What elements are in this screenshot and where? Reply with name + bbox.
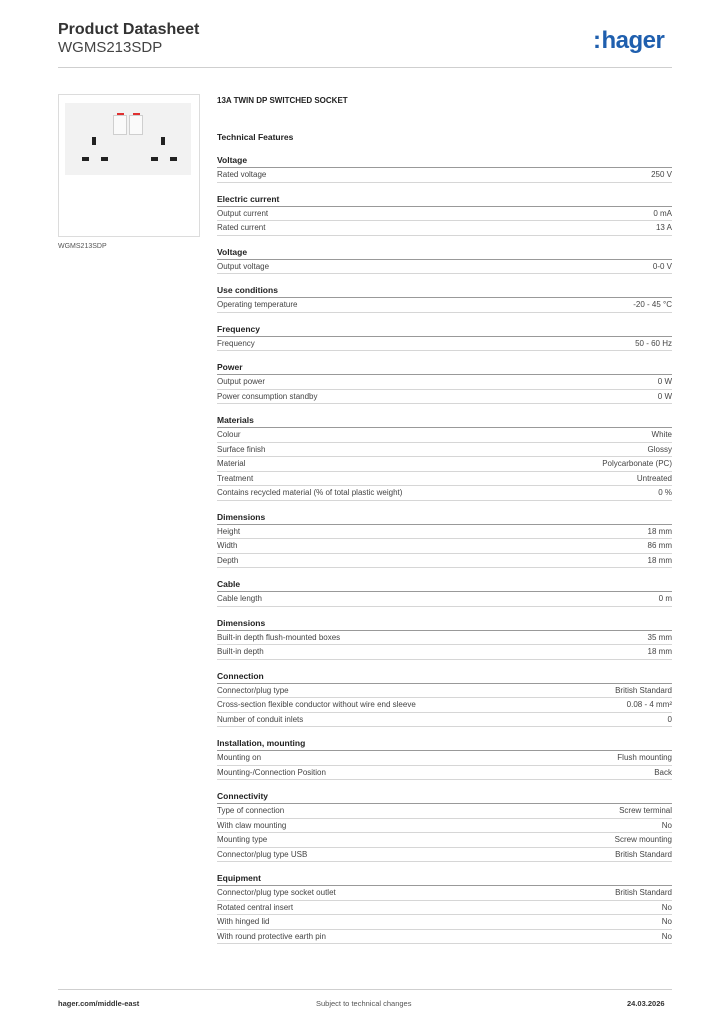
spec-row — [217, 221, 672, 236]
spec-value: No — [661, 931, 672, 941]
spec-value: 0 mA — [653, 208, 672, 218]
spec-row — [217, 337, 672, 352]
spec-value: British Standard — [615, 888, 672, 897]
spec-value: 35 mm — [647, 632, 672, 642]
spec-value: 0.08 - 4 mm² — [626, 700, 672, 709]
section-title: Cable — [217, 578, 672, 592]
spec-value: 250 V — [651, 170, 672, 179]
spec-row — [217, 168, 672, 183]
spec-row — [217, 886, 672, 901]
technical-features-heading: Technical Features — [217, 132, 294, 142]
spec-value: British Standard — [615, 849, 672, 859]
spec-row — [217, 645, 672, 660]
spec-value: 86 mm — [647, 541, 672, 550]
spec-label: Mounting on — [217, 753, 262, 762]
spec-value: Glossy — [647, 444, 672, 454]
spec-row — [217, 631, 672, 646]
spec-value: Screw terminal — [619, 806, 672, 815]
spec-row — [217, 751, 672, 766]
spec-label: Connector/plug type USB — [217, 849, 308, 859]
logo-text: hager — [601, 27, 665, 54]
left-switch — [113, 115, 127, 135]
socket-illustration — [65, 103, 191, 175]
spec-label: With claw mounting — [217, 820, 287, 830]
spec-row — [217, 457, 672, 472]
section-title: Frequency — [217, 323, 672, 337]
spec-value: 0 m — [658, 594, 672, 603]
spec-label: Cable length — [217, 594, 262, 603]
spec-value: No — [661, 902, 672, 912]
spec-content — [217, 94, 672, 944]
spec-row — [217, 915, 672, 930]
spec-row — [217, 554, 672, 569]
spec-section — [217, 790, 672, 862]
section-title: Equipment — [217, 872, 672, 886]
spec-label: Connector/plug type — [217, 685, 289, 695]
spec-label: Output power — [217, 377, 266, 386]
spec-section — [217, 511, 672, 569]
footer-date: 24.03.2026 — [627, 999, 665, 1008]
section-title: Connection — [217, 670, 672, 684]
right-earth-slot — [161, 137, 165, 145]
spec-row — [217, 472, 672, 487]
spec-value: British Standard — [615, 685, 672, 695]
spec-row — [217, 930, 672, 945]
spec-label: Type of connection — [217, 806, 285, 815]
hager-logo — [593, 27, 664, 55]
spec-value: No — [661, 820, 672, 830]
spec-label: Cross-section flexible conductor without wire end sleeve — [217, 700, 416, 709]
spec-row — [217, 833, 672, 848]
spec-label: Width — [217, 541, 238, 550]
product-code: WGMS213SDP — [58, 39, 163, 56]
spec-value: 0-0 V — [652, 261, 672, 271]
left-earth-slot — [92, 137, 96, 145]
product-image — [58, 94, 200, 237]
spec-row — [217, 592, 672, 607]
header-divider — [58, 67, 672, 68]
spec-section — [217, 323, 672, 352]
left-live-slot — [82, 157, 89, 161]
spec-row — [217, 375, 672, 390]
section-title: Electric current — [217, 193, 672, 207]
spec-value: 0 % — [658, 488, 672, 497]
left-neutral-slot — [101, 157, 108, 161]
spec-section — [217, 737, 672, 780]
footer-website: hager.com/middle-east — [58, 999, 140, 1008]
section-title: Voltage — [217, 154, 672, 168]
spec-row — [217, 819, 672, 834]
spec-value: 0 W — [657, 377, 672, 386]
section-title: Voltage — [217, 246, 672, 260]
spec-row — [217, 390, 672, 405]
spec-label: Colour — [217, 430, 241, 439]
spec-label: With hinged lid — [217, 917, 270, 926]
spec-section — [217, 670, 672, 728]
spec-label: Output current — [217, 208, 269, 218]
image-caption: WGMS213SDP — [58, 243, 107, 250]
spec-label: Rated current — [217, 223, 266, 232]
spec-section — [217, 284, 672, 313]
spec-label: Material — [217, 459, 246, 468]
section-title: Installation, mounting — [217, 737, 672, 751]
spec-label: Surface finish — [217, 444, 266, 454]
right-live-slot — [151, 157, 158, 161]
right-switch-indicator — [133, 113, 140, 115]
spec-row — [217, 443, 672, 458]
spec-value: 0 — [667, 714, 672, 724]
spec-value: 18 mm — [647, 526, 672, 536]
footer-divider — [58, 989, 672, 990]
spec-row — [217, 525, 672, 540]
spec-row — [217, 486, 672, 501]
spec-row — [217, 713, 672, 728]
spec-label: Height — [217, 526, 241, 536]
spec-label: Frequency — [217, 338, 255, 348]
spec-label: Mounting type — [217, 835, 268, 844]
spec-value: Polycarbonate (PC) — [602, 459, 672, 468]
spec-label: With round protective earth pin — [217, 931, 326, 941]
spec-section — [217, 246, 672, 275]
spec-row — [217, 901, 672, 916]
spec-row — [217, 848, 672, 863]
spec-label: Rated voltage — [217, 170, 267, 179]
spec-label: Built-in depth flush-mounted boxes — [217, 632, 341, 642]
spec-label: Rotated central insert — [217, 902, 294, 912]
spec-value: No — [661, 917, 672, 926]
spec-row — [217, 684, 672, 699]
spec-label: Built-in depth — [217, 647, 264, 656]
spec-value: Flush mounting — [617, 753, 672, 762]
logo-prefix: : — [593, 27, 601, 54]
spec-value: Untreated — [636, 473, 672, 483]
spec-value: White — [651, 430, 672, 439]
spec-row — [217, 260, 672, 275]
spec-label: Power consumption standby — [217, 391, 318, 401]
spec-sections — [217, 154, 672, 944]
page-title: Product Datasheet — [58, 21, 200, 38]
section-title: Connectivity — [217, 790, 672, 804]
spec-row — [217, 698, 672, 713]
section-title: Power — [217, 361, 672, 375]
section-title: Materials — [217, 414, 672, 428]
section-title: Dimensions — [217, 617, 672, 631]
spec-label: Mounting-/Connection Position — [217, 767, 326, 777]
spec-value: Screw mounting — [614, 835, 672, 844]
spec-section — [217, 193, 672, 236]
spec-section — [217, 414, 672, 501]
spec-row — [217, 428, 672, 443]
footer-notice: Subject to technical changes — [316, 999, 412, 1008]
spec-value: 50 - 60 Hz — [635, 338, 672, 348]
spec-row — [217, 539, 672, 554]
left-switch-indicator — [117, 113, 124, 115]
spec-value: -20 - 45 °C — [633, 300, 672, 309]
spec-value: 18 mm — [647, 555, 672, 565]
spec-section — [217, 872, 672, 944]
spec-section — [217, 617, 672, 660]
spec-section — [217, 154, 672, 183]
spec-value: 0 W — [657, 391, 672, 401]
section-title: Dimensions — [217, 511, 672, 525]
spec-label: Contains recycled material (% of total plastic weight) — [217, 488, 403, 497]
spec-value: 13 A — [655, 223, 672, 232]
spec-value: Back — [654, 767, 672, 777]
right-neutral-slot — [170, 157, 177, 161]
spec-label: Connector/plug type socket outlet — [217, 888, 336, 897]
right-switch — [129, 115, 143, 135]
spec-label: Treatment — [217, 473, 254, 483]
spec-label: Depth — [217, 555, 239, 565]
spec-row — [217, 804, 672, 819]
spec-label: Operating temperature — [217, 300, 298, 309]
spec-label: Number of conduit inlets — [217, 714, 304, 724]
spec-section — [217, 578, 672, 607]
spec-row — [217, 766, 672, 781]
spec-row — [217, 207, 672, 222]
spec-section — [217, 361, 672, 404]
spec-value: 18 mm — [647, 647, 672, 656]
product-name: 13A TWIN DP SWITCHED SOCKET — [217, 96, 348, 105]
spec-label: Output voltage — [217, 261, 270, 271]
section-title: Use conditions — [217, 284, 672, 298]
spec-row — [217, 298, 672, 313]
